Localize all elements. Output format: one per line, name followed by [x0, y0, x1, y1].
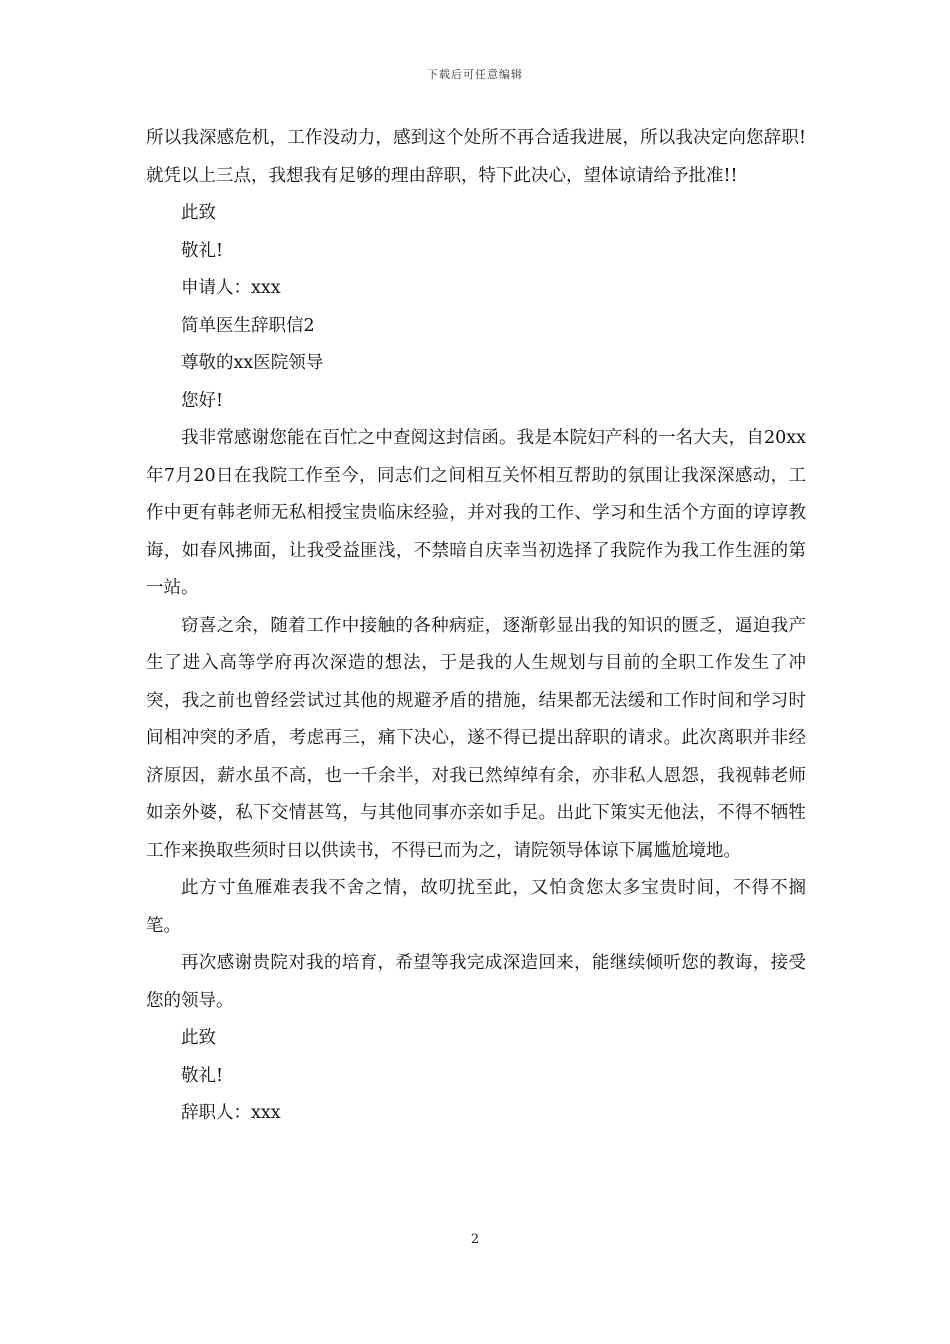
- paragraph: 简单医生辞职信2: [181, 315, 315, 336]
- paragraph: 申请人：xxx: [181, 278, 281, 298]
- page-header-note: 下载后可任意编辑: [427, 68, 523, 81]
- paragraph: 我非常感谢您能在百忙之中查阅这封信函。我是本院妇产科的一名大夫，自20xx年7月20日在我院工作至今，同志们之间相互关怀相互帮助的氛围让我深深感动，工作中更有韩老师无私相授宝贵临床经验，并对我的工作、学习和生活个方面的谆谆教诲，如春风拂面，让我受益匪浅，不禁暗自庆幸当初选择了我院作为我工作生涯的第一站。: [146, 428, 806, 598]
- paragraph: 敬礼!: [181, 240, 224, 261]
- paragraph: 辞职人：xxx: [181, 1103, 281, 1123]
- paragraph: 所以我深感危机，工作没动力，感到这个处所不再合适我进展，所以我决定向您辞职!就凭以上三点，我想我有足够的理由辞职，特下此决心，望体谅请给予批准!!: [146, 128, 806, 186]
- paragraph: 您好!: [181, 390, 224, 411]
- page-number: 2: [470, 1232, 480, 1247]
- paragraph: 此方寸鱼雁难表我不舍之情，故叨扰至此，又怕贪您太多宝贵时间，不得不搁笔。: [146, 878, 806, 936]
- document-body: [146, 120, 806, 1133]
- paragraph: 再次感谢贵院对我的培育，希望等我完成深造回来，能继续倾听您的教诲，接受您的领导。: [146, 953, 806, 1011]
- paragraph: 尊敬的xx医院领导: [181, 353, 324, 373]
- paragraph: 此致: [181, 1028, 216, 1048]
- paragraph: 此致: [181, 203, 216, 223]
- paragraph: 窃喜之余，随着工作中接触的各种病症，逐渐彰显出我的知识的匮乏，逼迫我产生了进入高等学府再次深造的想法，于是我的人生规划与目前的全职工作发生了冲突，我之前也曾经尝试过其他的规避矛盾的措施，结果都无法缓和工作时间和学习时间相冲突的矛盾，考虑再三，痛下决心，遂不得已提出辞职的请求。此次离职并非经济原因，薪水虽不高，也一千余半，对我已然绰绰有余，亦非私人恩怨，我视韩老师如亲外婆，私下交情甚笃，与其他同事亦亲如手足。出此下策实无他法，不得不牺牲工作来换取些须时日以供读书，不得已而为之，请院领导体谅下属尴尬境地。: [146, 615, 806, 861]
- paragraph: 敬礼!: [181, 1065, 224, 1086]
